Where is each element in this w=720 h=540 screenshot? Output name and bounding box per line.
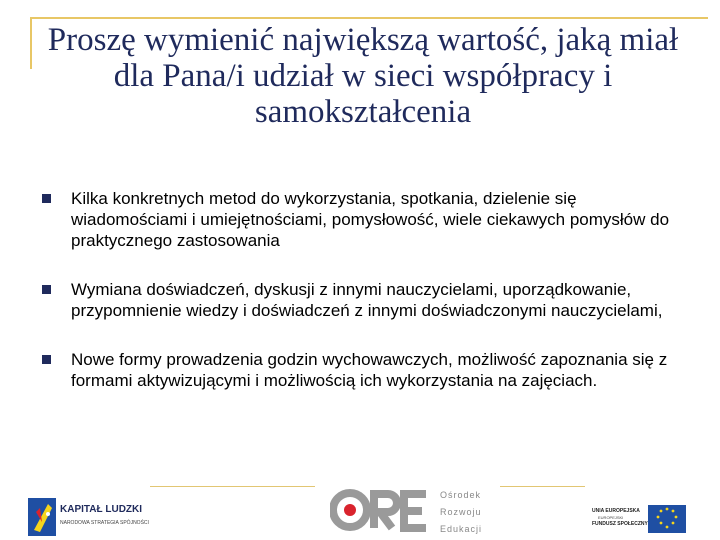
ore-line: Ośrodek	[440, 490, 482, 500]
bullet-text: Nowe formy prowadzenia godzin wychowawczych, możliwość zapoznania się z formami aktywizującymi i możliwością ich wykorzystania na zajęciach.	[71, 350, 668, 390]
footer-divider	[150, 486, 315, 487]
kapital-ludzki-sub: NARODOWA STRATEGIA SPÓJNOŚCI	[60, 520, 149, 526]
bullet-item	[40, 279, 680, 321]
bullet-item	[40, 349, 680, 391]
slide-title: Proszę wymienić największą wartość, jaką miał dla Pana/i udział w sieci współpracy i samokształcenia	[47, 22, 679, 130]
bullet-square-icon	[42, 285, 51, 294]
ore-line: Rozwoju	[440, 507, 482, 517]
bullet-text: Wymiana doświadczeń, dyskusji z innymi nauczycielami, uporządkowanie, przypomnienie wiedzy i doświadczeń z innymi doświadczonymi nauczycielami,	[71, 280, 663, 320]
bullet-text: Kilka konkretnych metod do wykorzystania, spotkania, dzielenie się wiadomościami i umiejętnościami, pomysłowość, wiele ciekawych pomysłów do praktycznego zastosowania	[71, 189, 670, 250]
eu-fund-label: EUROPEJSKI	[598, 515, 624, 520]
ore-line: Edukacji	[440, 524, 483, 534]
kapital-ludzki-logo-icon	[26, 494, 156, 538]
kapital-ludzki-name: KAPITAŁ LUDZKI	[60, 504, 143, 515]
eu-union-label: UNIA EUROPEJSKA	[592, 508, 640, 514]
bullet-square-icon	[42, 194, 51, 203]
eu-fund-label: FUNDUSZ SPOŁECZNY	[592, 521, 648, 527]
bullet-item	[40, 188, 680, 251]
footer-divider	[500, 486, 585, 487]
bullet-list	[40, 188, 680, 419]
bullet-square-icon	[42, 355, 51, 364]
